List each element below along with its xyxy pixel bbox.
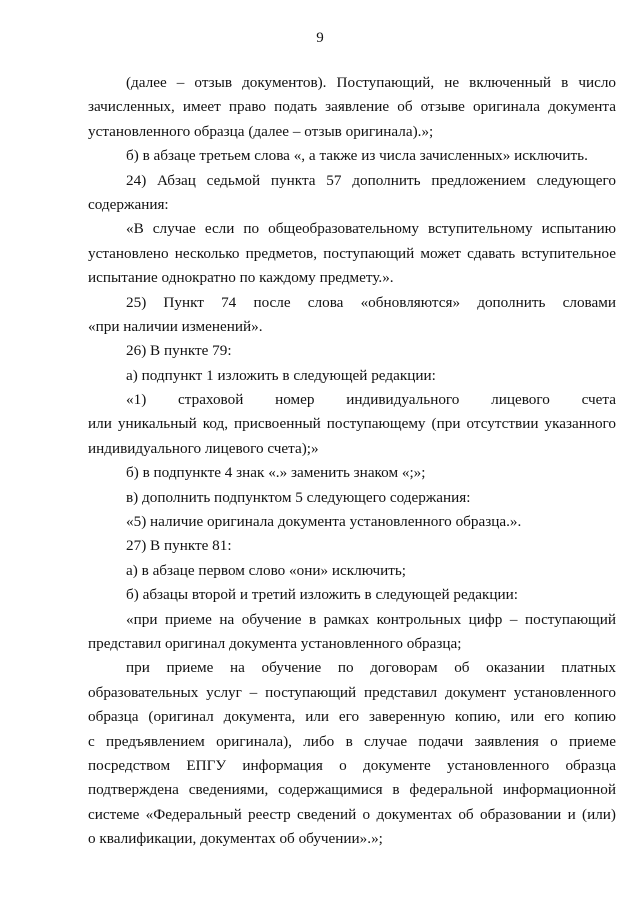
text-line: 24) Абзац седьмой пункта 57 дополнить предложением следующего xyxy=(126,171,616,189)
text-line: установленного образца (далее – отзыв оригинала).»; xyxy=(88,122,434,140)
text-line: б) в абзаце третьем слова «, а также из числа зачисленных» исключить. xyxy=(126,147,588,165)
text-line: системе «Федеральный реестр сведений о документах об образовании и (или) xyxy=(88,805,616,823)
text-line: 27) В пункте 81: xyxy=(126,537,232,555)
text-line: «при наличии изменений». xyxy=(88,317,263,335)
text-line: зачисленных, имеет право подать заявление об отзыве оригинала документа xyxy=(88,98,616,116)
text-line: о квалификации, документах об обучении».»; xyxy=(88,830,383,848)
page-number: 9 xyxy=(316,30,324,46)
text-line: «В случае если по общеобразовательному вступительному испытанию xyxy=(126,220,616,238)
text-line: или уникальный код, присвоенный поступающему (при отсутствии указанного xyxy=(88,415,616,433)
document-body xyxy=(88,71,616,852)
text-line: 25) Пункт 74 после слова «обновляются» дополнить словами xyxy=(126,293,616,311)
text-line: а) в абзаце первом слово «они» исключить; xyxy=(126,561,407,579)
text-line: содержания: xyxy=(88,195,169,213)
text-line: 26) В пункте 79: xyxy=(126,342,232,360)
text-line: представил оригинал документа установленного образца; xyxy=(88,634,462,652)
text-line: б) абзацы второй и третий изложить в следующей редакции: xyxy=(126,586,518,604)
text-line: образца (оригинал документа, или его заверенную копию, или его копию xyxy=(88,708,616,726)
text-line: подтверждена сведениями, содержащимися в федеральной информационной xyxy=(88,781,616,799)
text-line: (далее – отзыв документов). Поступающий, не включенный в число xyxy=(126,74,616,91)
text-line: образовательных услуг – поступающий представил документ установленного xyxy=(88,683,616,701)
text-line: «при приеме на обучение в рамках контрольных цифр – поступающий xyxy=(126,610,616,628)
text-line: б) в подпункте 4 знак «.» заменить знаком «;»; xyxy=(126,464,426,482)
text-line: установлено несколько предметов, поступающий может сдавать вступительное xyxy=(88,244,616,262)
text-line: «1) страховой номер индивидуального лицевого счета xyxy=(126,391,616,409)
text-line: в) дополнить подпунктом 5 следующего содержания: xyxy=(126,488,471,506)
text-line: посредством ЕПГУ информация о документе установленного образца xyxy=(88,756,616,774)
text-line: при приеме на обучение по договорам об оказании платных xyxy=(126,659,616,677)
text-line: с предъявлением оригинала), либо в случае подачи заявления о приеме xyxy=(88,732,616,750)
text-line: испытание однократно по каждому предмету.». xyxy=(88,269,394,287)
text-line: «5) наличие оригинала документа установленного образца.». xyxy=(126,513,522,531)
text-line: а) подпункт 1 изложить в следующей редакции: xyxy=(126,366,436,384)
text-line: индивидуального лицевого счета);» xyxy=(88,439,319,457)
